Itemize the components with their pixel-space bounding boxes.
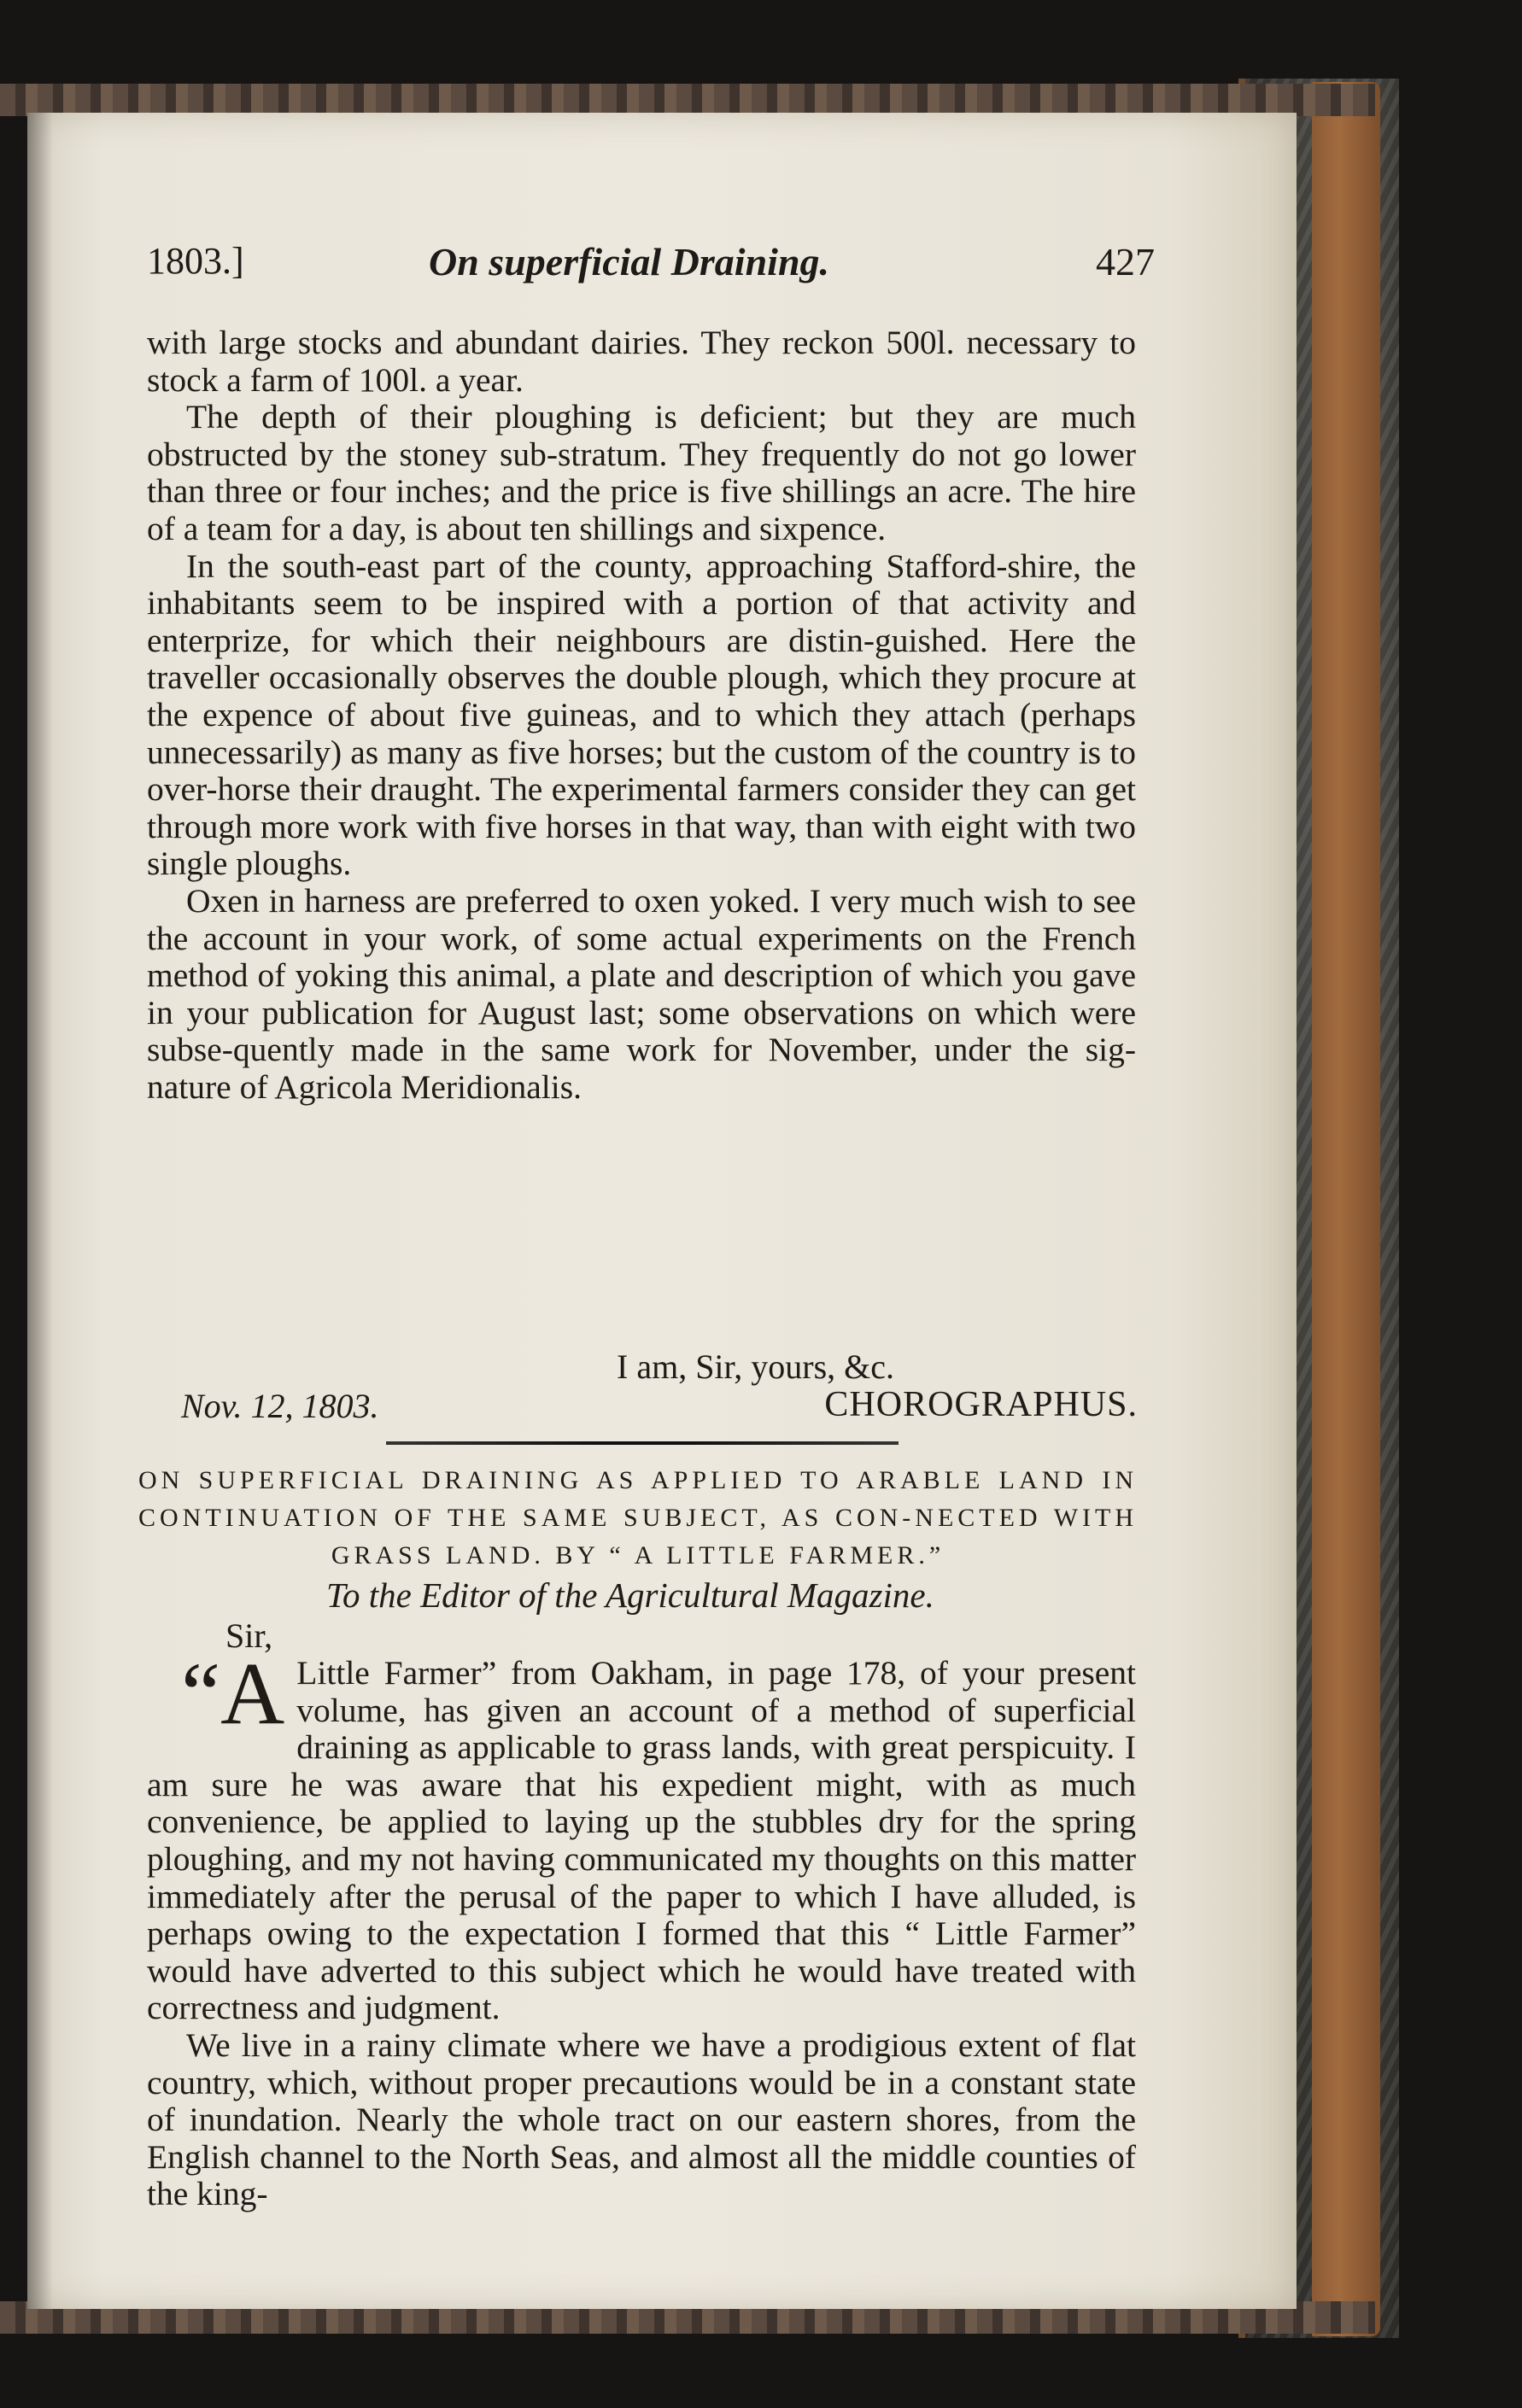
paragraph: Oxen in harness are preferred to oxen yoked. I very much wish to see the account in your work, of some actual experiments on the French method of yoking this animal, a plate and description of which you gave in your publication for August last; some observations on which were subse-quently made in the same work for November, under the sig-nature of Agricola Meridionalis. xyxy=(147,881,1136,1106)
gutter-shadow xyxy=(27,113,53,2309)
salutation: Sir, xyxy=(225,1616,273,1655)
page-number: 427 xyxy=(1096,240,1155,283)
paragraph: In the south-east part of the county, approaching Stafford-shire, the inhabitants seem to be inspired with a portion of that activity and enterprize, for which their neighbours are distin-guished. Here the traveller occasionally observes the double plough, which they procure at the expence of about five guineas, and to which they attach (perhaps unnecessarily) as many as five horses; but the custom of the country is to over-horse their draught. The experimental farmers consider they can get through more work with five horses in that way, than with eight with two single ploughs. xyxy=(147,546,1136,883)
header-title: On superficial Draining. xyxy=(429,240,830,283)
top-page-edges xyxy=(0,84,1375,116)
drop-cap-quote: “ xyxy=(181,1645,221,1743)
signature: CHOROGRAPHUS. xyxy=(824,1385,1138,1424)
letter-date: Nov. 12, 1803. xyxy=(181,1387,379,1425)
book-page xyxy=(27,113,1297,2309)
paragraph: The depth of their ploughing is deficient; but they are much obstructed by the stoney sub-stratum. They frequently do not go lower than three or four inches; and the price is five shillings an acre. The hire of a team for a day, is about ten shillings and sixpence. xyxy=(147,398,1136,547)
article-title: ON SUPERFICIAL DRAINING AS APPLIED TO ARABLE LAND IN CONTINUATION OF THE SAME SUBJECT, AS CON-NECTED WITH GRASS LAND. BY “ A LITTLE FARMER.” xyxy=(138,1466,1138,1569)
letter-signoff xyxy=(181,1347,1138,1432)
section-divider xyxy=(386,1441,899,1445)
article-body xyxy=(147,1645,1136,2213)
closing-line: I am, Sir, yours, &c. xyxy=(617,1347,895,1386)
letter-body xyxy=(147,324,1136,1106)
paragraph xyxy=(147,1645,1136,2027)
paragraph-text: Little Farmer” from Oakham, in page 178, of your present volume, has given an account of a method of superficial draining as applicable to grass lands, with great perspicuity. I am sure he was aware that his expedient might, with as much convenience, be applied to laying up the stubbles dry for the spring ploughing, and my not having communicated my thoughts on this matter immediately after the perusal of the paper to which I have alluded, is perhaps owing to the expectation I formed that this “ Little Farmer” would have adverted to this subject which he would have treated with correctness and judgment. xyxy=(147,1654,1136,2027)
book-spine-edge xyxy=(1312,82,1380,2336)
running-header xyxy=(147,239,1155,290)
header-year: 1803.] xyxy=(147,240,244,282)
drop-cap xyxy=(181,1645,285,1743)
drop-cap-letter: A xyxy=(220,1645,285,1743)
paragraph: with large stocks and abundant dairies. They reckon 500l. necessary to stock a farm of 100l. a year. xyxy=(147,324,1136,399)
addressee-line: To the Editor of the Agricultural Magazine. xyxy=(326,1575,934,1615)
paragraph: We live in a rainy climate where we have a prodigious extent of flat country, which, without proper precautions would be in a constant state of inundation. Nearly the whole tract on our eastern shores, from the English channel to the North Seas, and almost all the middle counties of the king- xyxy=(147,2025,1136,2213)
